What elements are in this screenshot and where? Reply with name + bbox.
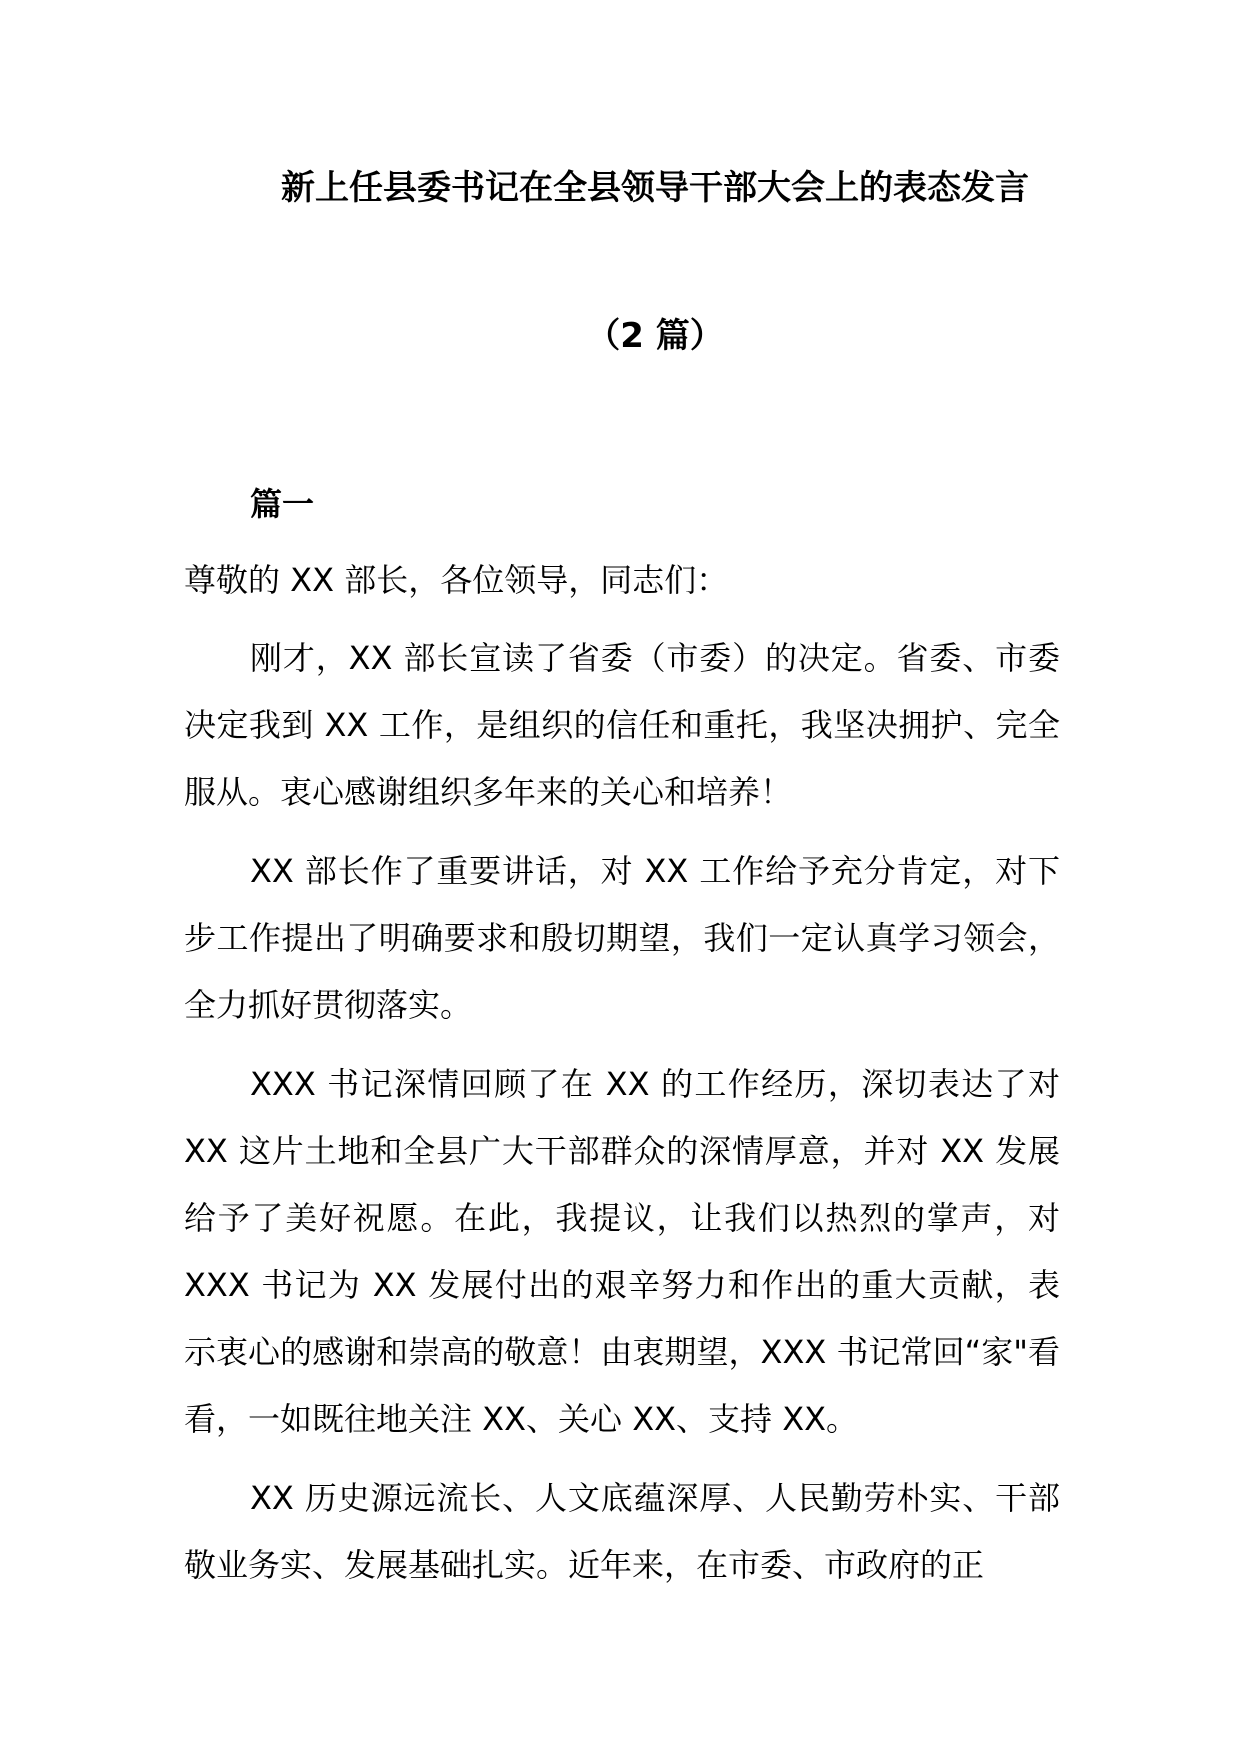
salutation: 尊敬的 XX 部长，各位领导，同志们： bbox=[184, 561, 729, 599]
document-subtitle: （2 篇） bbox=[586, 316, 724, 356]
paragraph: XX 历史源远流长、人文底蕴深厚、人民勤劳朴实、干部敬业务实、发展基础扎实。近年来，在市委、市政府的正 bbox=[184, 1479, 1060, 1584]
section-heading: 篇一 bbox=[250, 485, 315, 523]
paragraph: XX 部长作了重要讲话，对 XX 工作给予充分肯定，对下步工作提出了明确要求和殷切期望，我们一定认真学习领会，全力抓好贯彻落实。 bbox=[184, 852, 1060, 1024]
paragraph: XXX 书记深情回顾了在 XX 的工作经历，深切表达了对 XX 这片土地和全县广大干部群众的深情厚意，并对 XX 发展给予了美好祝愿。在此，我提议，让我们以热烈的掌声，对 XXX 书记为 XX 发展付出的艰辛努力和作出的重大贡献，表示衷心的感谢和崇高的敬意！由衷期望，XXX 书记常回“家"看看，一如既往地关注 XX、关心 XX、支持 XX。 bbox=[184, 1065, 1060, 1438]
document-title: 新上任县委书记在全县领导干部大会上的表态发言 bbox=[281, 168, 1029, 208]
paragraph: 刚才，XX 部长宣读了省委（市委）的决定。省委、市委决定我到 XX 工作，是组织的信任和重托，我坚决拥护、完全服从。衷心感谢组织多年来的关心和培养！ bbox=[184, 639, 1060, 811]
